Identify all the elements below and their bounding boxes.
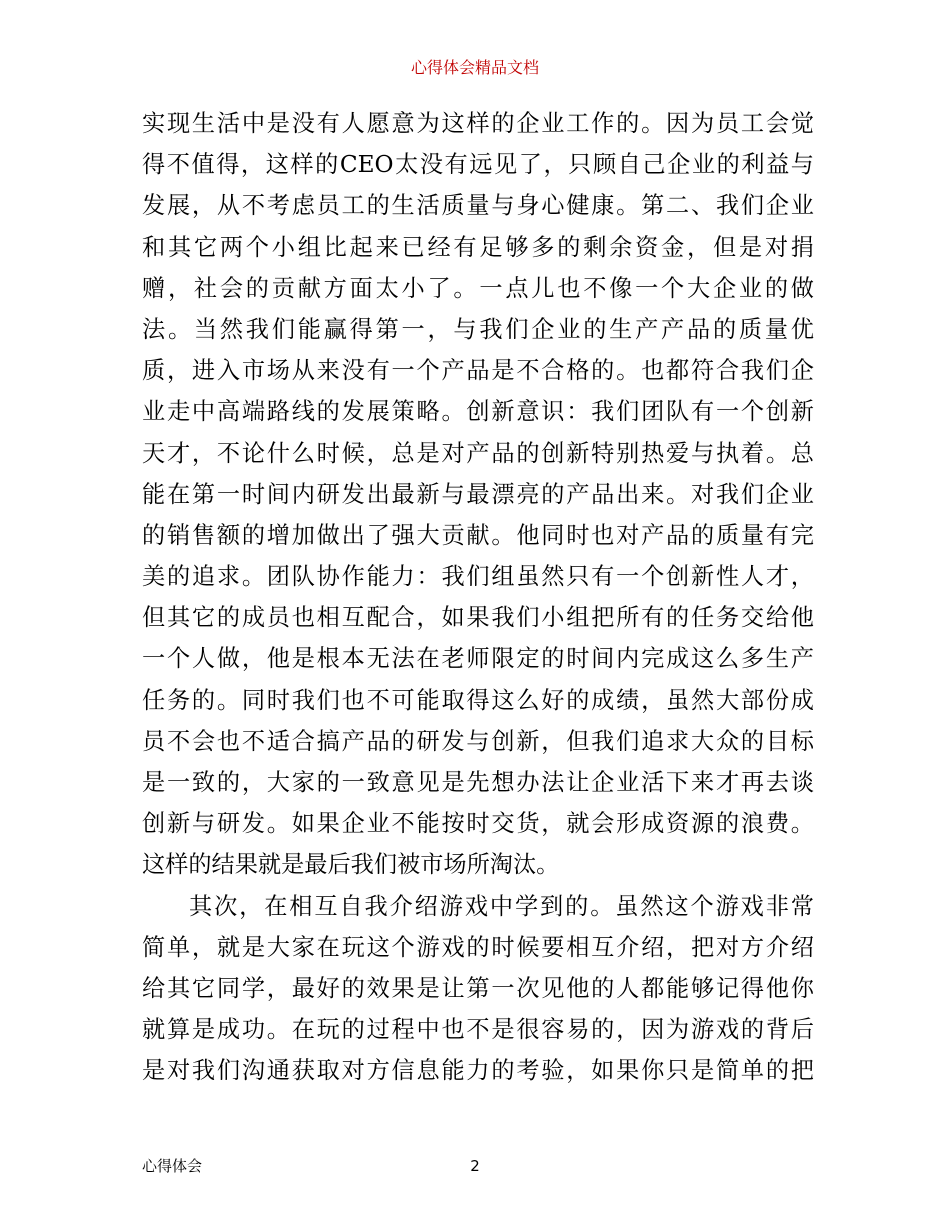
text-line: 是一致的，大家的一致意见是先想办法让企业活下来才再去谈 — [142, 769, 814, 796]
text-line: 这样的结果就是最后我们被市场所淘汰。 — [142, 851, 560, 879]
footer-label: 心得体会 — [142, 1157, 203, 1175]
text-line: 任务的。同时我们也不可能取得这么好的成绩，虽然大部份成 — [142, 686, 814, 714]
text-line: 的销售额的增加做出了强大贡献。他同时也对产品的质量有完 — [142, 521, 814, 549]
text-line: 业走中高端路线的发展策略。创新意识：我们团队有一个创新 — [142, 398, 814, 426]
text-line: 能在第一时间内研发出最新与最漂亮的产品出来。对我们企业 — [142, 480, 814, 508]
document-body — [142, 103, 814, 1092]
text-line: 创新与研发。如果企业不能按时交货，就会形成资源的浪费。 — [142, 810, 814, 838]
page-header-title: 心得体会精品文档 — [410, 58, 539, 77]
text-line: 和其它两个小组比起来已经有足够多的剩余资金，但是对捐 — [142, 233, 814, 261]
text-line: 员不会也不适合搞产品的研发与创新，但我们追求大众的目标 — [142, 727, 814, 755]
text-line: 给其它同学，最好的效果是让第一次见他的人都能够记得他你 — [142, 974, 814, 1002]
text-line: 质，进入市场从来没有一个产品是不合格的。也都符合我们企 — [142, 357, 814, 385]
page-number: 2 — [470, 1157, 480, 1175]
text-line: 但其它的成员也相互配合，如果我们小组把所有的任务交给他 — [142, 604, 814, 632]
text-line: 其次，在相互自我介绍游戏中学到的。虽然这个游戏非常 — [189, 892, 814, 920]
text-line: 就算是成功。在玩的过程中也不是很容易的，因为游戏的背后 — [142, 1016, 814, 1044]
text-line: 简单，就是大家在玩这个游戏的时候要相互介绍，把对方介绍 — [142, 933, 814, 961]
text-line: 发展，从不考虑员工的生活质量与身心健康。第二、我们企业 — [142, 192, 814, 220]
text-line: 美的追求。团队协作能力：我们组虽然只有一个创新性人才， — [142, 563, 814, 591]
text-line: 一个人做，他是根本无法在老师限定的时间内完成这么多生产 — [142, 645, 814, 673]
text-line: 实现生活中是没有人愿意为这样的企业工作的。因为员工会觉 — [142, 110, 814, 137]
text-line: 天才，不论什么时候，总是对产品的创新特别热爱与执着。总 — [142, 439, 814, 467]
text-line: 赠，社会的贡献方面太小了。一点儿也不像一个大企业的做 — [142, 274, 814, 302]
text-line: 是对我们沟通获取对方信息能力的考验，如果你只是简单的把 — [142, 1057, 814, 1085]
text-line: 法。当然我们能赢得第一，与我们企业的生产产品的质量优 — [142, 315, 814, 343]
text-line: 得不值得，这样的CEO太没有远见了，只顾自己企业的利益与 — [142, 151, 814, 179]
